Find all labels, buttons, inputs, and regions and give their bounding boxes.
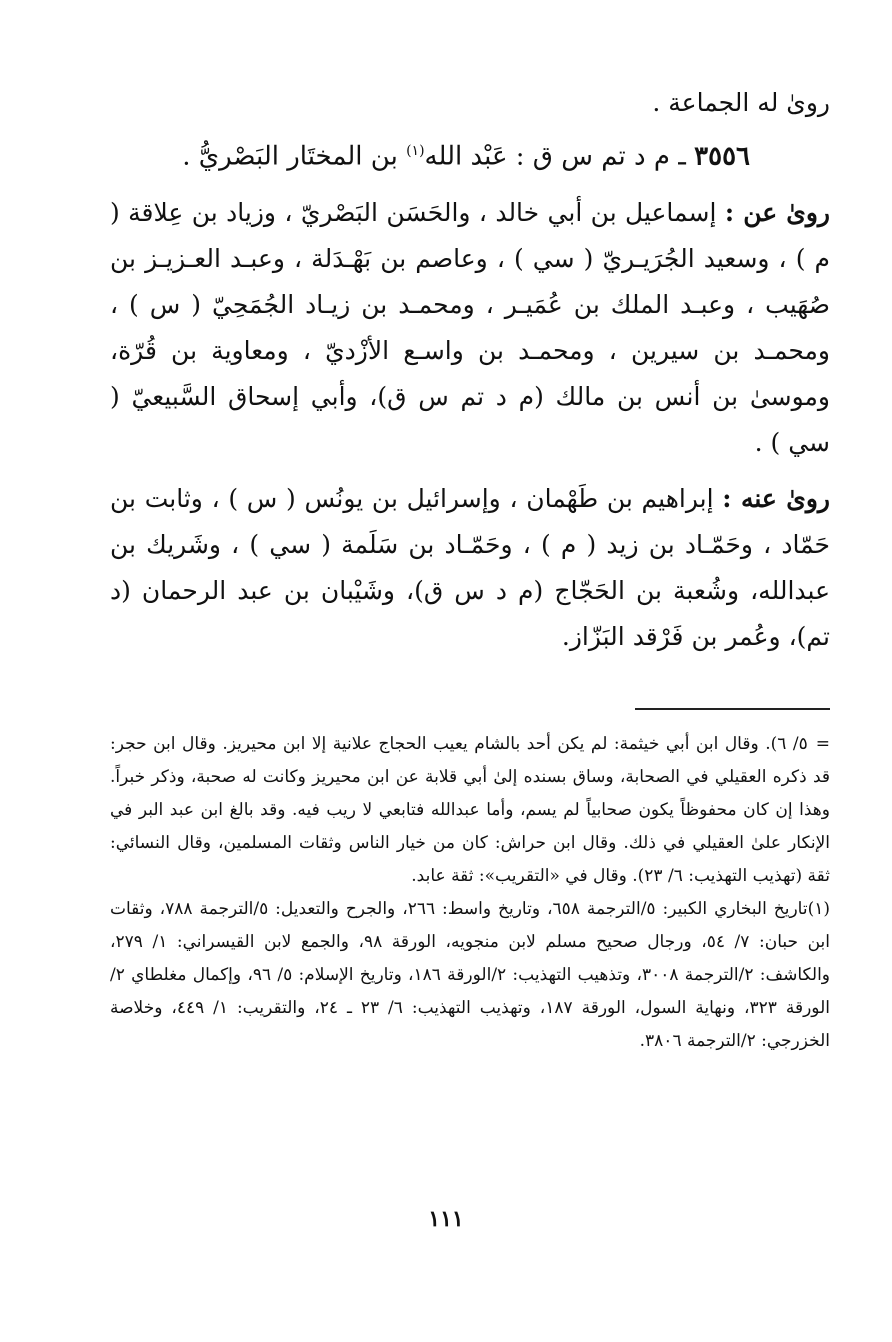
- narrated-by-text: إبراهيم بن طَهْمان ، وإسرائيل بن يونُس ( س ) ، وثابت بن حَمّاد ، وحَمّـاد بن زيد ( م ) ، وحَمّـاد بن سَلَمة ( سي ) ، وشَريك بن عبدالله، وشُعبة بن الحَجّاج (م د س ق)، وشَيْبان بن عبد الرحمان (د تم)، وعُمر بن فَرْقد البَزّاز.: [110, 483, 830, 651]
- entry-codes: ـ م د تم س ق :: [515, 141, 686, 172]
- footnote-divider: [635, 708, 830, 710]
- footnote-ref: (١): [406, 143, 425, 159]
- entry-heading: [110, 126, 830, 182]
- narrated-by-label: روىٰ عنه :: [722, 483, 830, 513]
- entry-name-end: بن المختَار البَصْريُّ .: [182, 141, 398, 172]
- narrated-from-text: إسماعيل بن أبي خالد ، والحَسَن البَصْريّ ، وزياد بن عِلاقة ( م ) ، وسعيد الجُرَيـريّ ( سي ) ، وعاصم بن بَهْـدَلة ، وعبـد العـزيـز بن صُهَيب ، وعبـد الملك بن عُمَيـر ، ومحمـد بن زيـاد الجُمَحِيّ ( س ) ، ومحمـد بن سيرين ، ومحمـد بن واسـع الأزْديّ ، ومعاوية بن قُرّة، وموسىٰ بن أنس بن مالك (م د تم س ق)، وأبي إسحاق السَّبيعيّ ( سي ) .: [110, 197, 830, 457]
- narrated-from-label: روىٰ عن :: [724, 197, 831, 227]
- footnote-continuation: [110, 728, 830, 893]
- footnote-1-marker: (١): [807, 899, 830, 919]
- footnote-1: [110, 893, 830, 1058]
- continuation-mark: =: [815, 734, 830, 754]
- page-number: ١١١: [428, 1206, 464, 1232]
- entry-name-start: عَبْد الله: [424, 141, 508, 172]
- footnotes: [110, 728, 830, 1058]
- main-text: [110, 80, 830, 670]
- narrated-by-paragraph: [110, 476, 830, 660]
- footnote-1-text: تاريخ البخاري الكبير: ٥/الترجمة ٦٥٨، وتاريخ واسط: ٢٦٦، والجرح والتعديل: ٥/الترجمة ٧٨٨، وثقات ابن حبان: ٧/ ٥٤، ورجال صحيح مسلم لابن منجويه، الورقة ٩٨، والجمع لابن القيسراني: ١/ ٢٧٩، والكاشف: ٢/الترجمة ٣٠٠٨، وتذهيب التهذيب: ٢/الورقة ١٨٦، وتاريخ الإسلام: ٥/ ٩٦، وإكمال مغلطاي ٢/الورقة ٣٢٣، ونهاية السول، الورقة ١٨٧، وتهذيب التهذيب: ٦/ ٢٣ ـ ٢٤، والتقريب: ١/ ٤٤٩، وخلاصة الخزرجي: ٢/الترجمة ٣٨٠٦.: [110, 899, 831, 1051]
- narrated-from-paragraph: [110, 190, 830, 466]
- entry-number: ٣٥٥٦: [694, 141, 750, 172]
- top-line: روىٰ له الجماعة .: [652, 88, 830, 117]
- footnote-continuation-text: ٥/ ٦). وقال ابن أبي خيثمة: لم يكن أحد بالشام يعيب الحجاج علانية إلا ابن محيريز. وقال ابن حجر: قد ذكره العقيلي في الصحابة، وساق بسنده إلىٰ أبي قلابة عن ابن محيريز وكانت له صحبة، وذكر خبراً. وهذا إن كان محفوظاً يكون صحابياً لم يسم، وأما عبدالله فتابعي لا ريب فيه. وقد بالغ ابن عبد البر في الإنكار علىٰ العقيلي في ذلك. وقال ابن حراش: كان من خيار الناس وثقات المسلمين، وقال النسائي: ثقة (تهذيب التهذيب: ٦/ ٢٣). وقال في «التقريب»: ثقة عابد.: [110, 734, 830, 886]
